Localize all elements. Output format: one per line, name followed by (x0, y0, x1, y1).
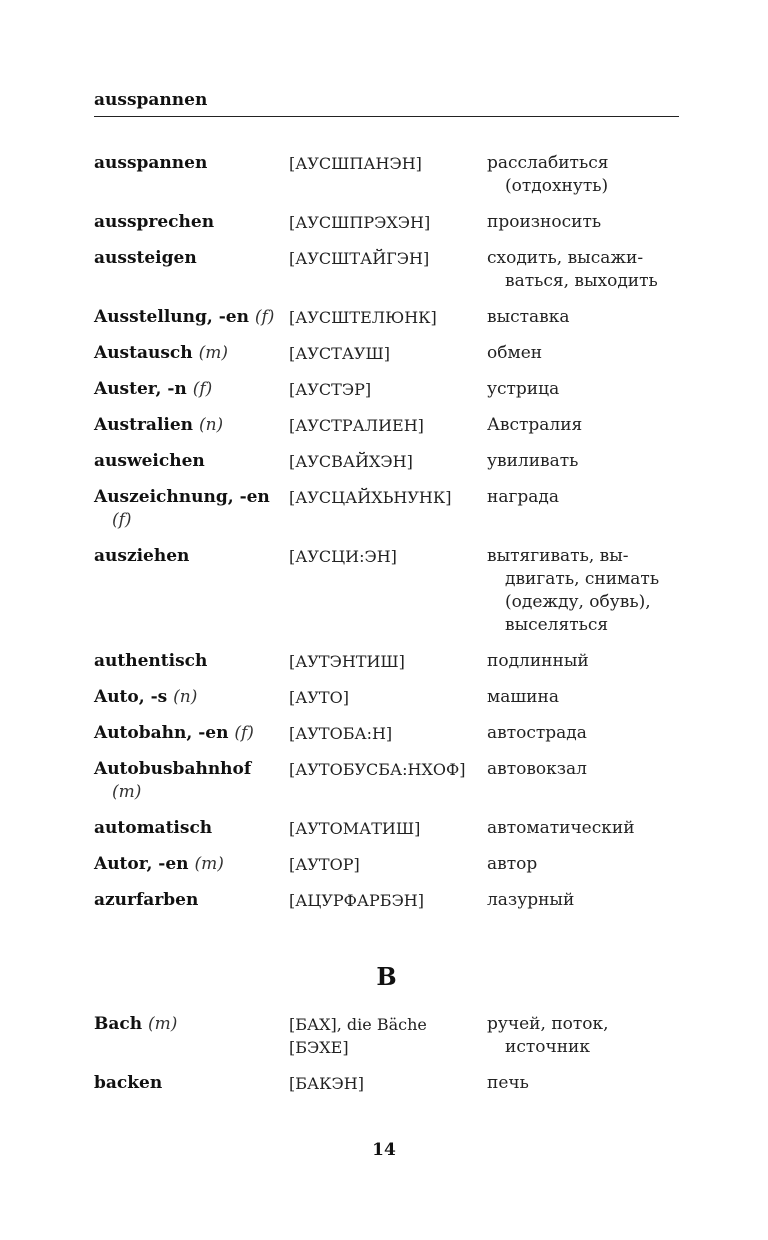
translation-cell (487, 686, 679, 709)
headword-cell (94, 486, 289, 532)
dictionary-entry (94, 817, 679, 840)
headword-cell (94, 545, 289, 568)
section-letter: B (376, 962, 397, 991)
headword-cell (94, 211, 289, 234)
translation-line: подлинный (487, 651, 589, 671)
dictionary-entry (94, 342, 679, 365)
translation-line: сходить, высажи- (487, 248, 644, 268)
dictionary-entry (94, 414, 679, 437)
headword-cell (94, 853, 289, 876)
transliteration: [БАХ], die Bäche [БЭХЕ] (289, 1015, 427, 1057)
translation-line: источник (505, 1037, 591, 1057)
headword-cell (94, 378, 289, 401)
transliteration: [АУСТРАЛИЕН] (289, 416, 424, 435)
translation-line: автострада (487, 723, 587, 743)
translation-cell (487, 853, 679, 876)
headword: Autor, -en (94, 854, 189, 874)
dictionary-entry (94, 152, 679, 198)
grammar-note: (m) (194, 854, 224, 874)
running-head: ausspannen (94, 90, 679, 117)
transliteration: [АУСВАЙХЭН] (289, 452, 413, 471)
dictionary-entry (94, 722, 679, 745)
headword: Autobahn, -en (94, 723, 229, 743)
transliteration: [БАКЭН] (289, 1074, 364, 1093)
translation-cell (487, 450, 679, 473)
transliteration: [АУСТЭР] (289, 380, 372, 399)
translation-cell (487, 211, 679, 234)
dictionary-entry (94, 853, 679, 876)
translation-line: (одежду, обувь), (505, 592, 651, 612)
translation-line: автовокзал (487, 759, 587, 779)
translation-line: награда (487, 487, 559, 507)
headword-cell (94, 1013, 289, 1036)
translation-cell (487, 378, 679, 401)
grammar-note: (n) (198, 415, 224, 435)
headword: aussteigen (94, 248, 197, 268)
headword-cell (94, 247, 289, 270)
headword-cell (94, 450, 289, 473)
transliteration: [АУТОБА:Н] (289, 724, 393, 743)
dictionary-entry (94, 450, 679, 473)
entry-list (94, 152, 679, 1108)
dictionary-entry (94, 1072, 679, 1095)
translation-cell (487, 414, 679, 437)
translation-line: машина (487, 687, 559, 707)
dictionary-entry (94, 545, 679, 637)
headword: authentisch (94, 651, 208, 671)
transliteration: [АУСШПАНЭН] (289, 154, 422, 173)
headword-cell (94, 414, 289, 437)
translation-cell (487, 152, 679, 198)
headword-cell (94, 817, 289, 840)
headword-cell (94, 889, 289, 912)
dictionary-entry (94, 306, 679, 329)
transliteration: [АУСЦИ:ЭН] (289, 547, 397, 566)
grammar-note: (m) (112, 782, 142, 802)
headword: ausweichen (94, 451, 205, 471)
dictionary-entry (94, 758, 679, 804)
headword: Auszeichnung, -en (94, 487, 270, 507)
transliteration: [АУСТАУШ] (289, 344, 391, 363)
translation-cell (487, 650, 679, 673)
translation-line: Австралия (487, 415, 583, 435)
grammar-line (94, 781, 289, 804)
translation-cell (487, 306, 679, 329)
translation-cell (487, 1072, 679, 1095)
translation-line: автоматический (487, 818, 635, 838)
headword: Autobusbahnhof (94, 759, 252, 779)
translation-line: ваться, выходить (505, 271, 658, 291)
dictionary-entry (94, 1013, 679, 1059)
translation-line: (отдохнуть) (505, 176, 609, 196)
transliteration: [АУТОР] (289, 855, 360, 874)
translation-line: вытягивать, вы- (487, 546, 629, 566)
translation-line: расслабиться (487, 153, 609, 173)
headword: Ausstellung, -en (94, 307, 249, 327)
transliteration: [АУТЭНТИШ] (289, 652, 405, 671)
grammar-note: (f) (112, 510, 132, 530)
grammar-note: (f) (234, 723, 254, 743)
dictionary-entry (94, 486, 679, 532)
page-number: 14 (372, 1140, 396, 1160)
translation-cell (487, 247, 679, 293)
translation-line: ручей, поток, (487, 1014, 609, 1034)
dictionary-entry (94, 378, 679, 401)
grammar-note: (f) (254, 307, 275, 327)
headword: Bach (94, 1014, 143, 1034)
transliteration: [АЦУРФАРБЭН] (289, 891, 424, 910)
headword-cell (94, 650, 289, 673)
translation-line: лазурный (487, 890, 575, 910)
translation-cell (487, 486, 679, 509)
headword: automatisch (94, 818, 213, 838)
transliteration: [АУСШТАЙГЭН] (289, 249, 430, 268)
transliteration: [АУСШПРЭХЭН] (289, 213, 431, 232)
headword: azurfarben (94, 890, 199, 910)
translation-cell (487, 758, 679, 781)
headword-cell (94, 342, 289, 365)
entries-section-a (94, 152, 679, 912)
dictionary-entry (94, 247, 679, 293)
translation-cell (487, 1013, 679, 1059)
headword: Auster, -n (94, 379, 187, 399)
transliteration: [АУСШТЕЛЮНК] (289, 308, 437, 327)
headword: aussprechen (94, 212, 215, 232)
dictionary-entry (94, 686, 679, 709)
headword-cell (94, 686, 289, 709)
headword-cell (94, 152, 289, 175)
grammar-note: (f) (192, 379, 213, 399)
entries-section-b (94, 1013, 679, 1095)
headword: ausziehen (94, 546, 190, 566)
headword: ausspannen (94, 153, 208, 173)
headword-cell (94, 722, 289, 745)
grammar-line (94, 509, 289, 532)
dictionary-entry (94, 650, 679, 673)
grammar-note: (m) (198, 343, 228, 363)
headword: Australien (94, 415, 194, 435)
transliteration: [АУСЦАЙХЬНУНК] (289, 488, 452, 507)
translation-cell (487, 889, 679, 912)
translation-cell (487, 545, 679, 637)
translation-line: увиливать (487, 451, 579, 471)
transliteration: [АУТО] (289, 688, 349, 707)
transliteration: [АУТОМАТИШ] (289, 819, 421, 838)
headword-cell (94, 306, 289, 329)
headword: backen (94, 1073, 163, 1093)
translation-line: обмен (487, 343, 543, 363)
translation-line: двигать, снимать (505, 569, 660, 589)
translation-line: произносить (487, 212, 602, 232)
translation-cell (487, 342, 679, 365)
dictionary-entry (94, 889, 679, 912)
headword: Auto, -s (94, 687, 168, 707)
dictionary-entry (94, 211, 679, 234)
translation-line: автор (487, 854, 538, 874)
translation-line: выставка (487, 307, 570, 327)
headword-cell (94, 1072, 289, 1095)
grammar-note: (n) (173, 687, 198, 707)
transliteration: [АУТОБУСБА:НХОФ] (289, 760, 466, 779)
translation-line: печь (487, 1073, 529, 1093)
translation-cell (487, 817, 679, 840)
grammar-note: (m) (148, 1014, 178, 1034)
headword-cell (94, 758, 289, 804)
headword: Austausch (94, 343, 193, 363)
translation-line: выселяться (505, 615, 609, 635)
translation-cell (487, 722, 679, 745)
translation-line: устрица (487, 379, 560, 399)
